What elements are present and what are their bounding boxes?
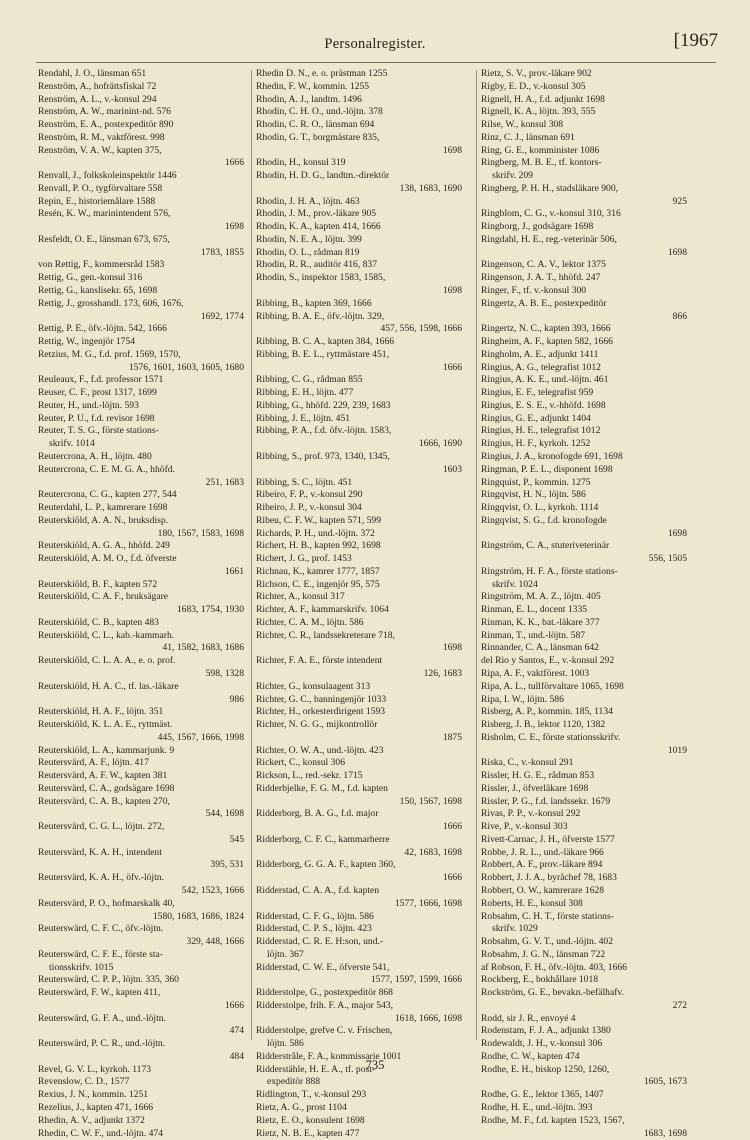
register-entry-line: Rettig, G., gen.-konsul 316 [38,272,143,284]
register-entry-line: Richter, F. A. E., förste intendent [256,655,383,667]
register-entry-line: löjtn. 367 [267,948,304,960]
register-entry-line: Resén, K. W., marinintendent 576, [38,208,171,220]
register-entry-line: Rietz, E. O., konsulent 1698 [256,1114,365,1126]
register-entry-line: Rinz, C. J., länsman 691 [481,131,575,143]
register-entry-line: Rinman, E. L., docent 1335 [481,604,588,616]
register-entry-line: Rodewaldt, J. H., v.-konsul 306 [481,1038,603,1050]
register-entry-line: 866 [672,310,687,322]
register-entry-line: 1605, 1673 [643,1076,687,1088]
register-entry-line: Richter, G. C., banningenjör 1033 [256,693,387,705]
register-entry-line: Reuterskiöld, L. A., kammarjunk. 9 [38,744,175,756]
register-entry-line: 545 [229,833,244,845]
register-entry-line: 272 [672,999,687,1011]
register-entry-line: 329, 448, 1666 [186,936,244,948]
register-entry-line: löjtn. 586 [267,1038,304,1050]
register-entry-line: Rive, P., v.-konsul 303 [481,821,568,833]
register-entry-line: Rettig, P. E., öfv.-löjtn. 542, 1666 [38,323,167,335]
register-entry-line: 1618, 1666, 1698 [394,1012,462,1024]
register-entry-line: Ringdahl, H. E., reg.-veterinär 506, [481,233,617,245]
register-entry-line: Ridderstad, C. A. A., f.d. kapten [256,885,380,896]
register-entry-line: Ringberg, M. B. E., tf. kontors- [481,157,602,169]
register-entry-line: Ridderstad, C. F. G., löjtn. 586 [256,910,374,922]
register-entry-line: Rhodin, A. J., landtm. 1496 [256,93,362,105]
register-entry-line: Renström, A. L., v.-konsul 294 [38,93,157,105]
register-entry-line: Rhodin, C. R. O., länsman 694 [256,119,375,131]
register-entry-line: 251, 1683 [205,476,244,488]
register-entry-line: 138, 1683, 1690 [399,182,462,194]
register-entry-line: Rinman, T., und.-löjtn. 587 [481,629,586,641]
register-entry-line: Reuterskiöld, A. G. A., hhöfd. 249 [38,540,170,552]
register-entry-line: Ringertz, A. B. E., postexpeditör [481,297,607,309]
register-entry-line: Reutersvärd, P. O., hofmarskalk 40, [38,897,175,909]
register-entry-line: Rockberg, E., bokhållare 1018 [481,974,599,986]
register-entry-line: Ribeu, C. F. W., kapten 571, 599 [256,514,382,526]
register-entry-line: Ridderstad, C. W. E., öfverste 541, [256,961,390,973]
register-entry-line: Ringius, H. E., telegrafist 1012 [481,425,601,437]
register-entry-line: Ring, G. E., komminister 1086 [481,144,600,156]
register-entry-line: 1603 [442,463,462,475]
register-entry-line: Renvall, J., folkskoleinspektör 1446 [38,170,177,182]
register-entry-line: Renström, A. W., marinint-nd. 576 [38,106,171,118]
register-entry-line: 598, 1328 [205,667,244,679]
register-entry-line: Rhedin, A. V., adjunkt 1372 [38,1114,145,1126]
register-entry-line: Reuterskiöld, H. A. F., löjtn. 351 [38,706,164,718]
register-entry-line: Reutersvärd, C. A. B., kapten 270, [38,795,170,807]
register-entry-line: Ridderborg, C. F. C., kammarherre [256,833,390,845]
register-entry-line: 556, 1505 [648,553,687,565]
register-entry-line: 1577, 1597, 1599, 1666 [370,974,462,986]
register-entry-line: 1666 [442,821,462,833]
register-entry-line: Ribbing, S., prof. 973, 1340, 1345, [256,450,390,462]
register-entry-line: Rhodin, C. H. O., und.-löjtn. 378 [256,106,383,118]
register-entry-line: af Robson, F. H., öfv.-löjtn. 403, 1666 [481,961,627,973]
register-entry-line: Ripa, I. W., löjtn. 586 [481,693,564,705]
register-entry-line: Rietz, N. B. E., kapten 477 [256,1127,360,1139]
register-entry-line: 1698 [442,642,462,654]
register-entry-line: Robbert, O. W., kamrerare 1628 [481,885,605,896]
register-entry-line: Richter, A., konsul 317 [256,591,345,603]
register-entry-line: Reutersvärd, C. A., godsägare 1698 [38,782,175,794]
register-entry-line: 445, 1567, 1666, 1998 [157,731,244,743]
register-entry-line: 1577, 1666, 1698 [394,897,462,909]
register-entry-line: Rettig, J., grosshandl. 173, 606, 1676, [38,297,184,309]
register-entry-line: Rhodin, J. M., prov.-läkare 905 [256,208,377,220]
register-entry-line: Rhodin, H., konsul 319 [256,157,346,169]
page-title: Personalregister. [324,36,426,52]
register-entry-line: Rivett-Carnac, J. H., öfverste 1577 [481,833,615,845]
register-entry-line: Reuterskiöld, B. F., kapten 572 [38,578,158,590]
register-entry-line: Rettig, G., kanslisekr. 65, 1698 [38,285,158,297]
register-entry-line: Rodhe, H. E., und.-löjtn. 393 [481,1102,593,1114]
register-entry-line: Reuterswärd, C. P. P., löjtn. 335, 360 [38,974,179,986]
register-entry-line: Ribbing, S. C., löjtn. 451 [256,476,353,488]
register-entry-line: 1698 [667,246,687,258]
register-entry-line: Rhedin, C. W. F., und.-löjtn. 474 [38,1127,164,1139]
register-entry-line: Ridderstolpe, G., postexpeditör 868 [256,987,393,999]
register-entry-line: Repin, E., historiemålare 1588 [38,195,156,207]
register-entry-line: 1683, 1698 [643,1127,687,1139]
register-entry-line: Ridderborg, B. A. G., f.d. major [256,808,379,820]
register-entry-line: Renström, V. A. W., kapten 375, [38,144,162,156]
register-entry-line: 395, 531 [210,859,244,871]
register-entry-line: Ribbing, B., kapten 369, 1666 [256,297,372,309]
register-entry-line: Robbert, A. F., prov.-läkare 894 [481,859,603,871]
register-column-2 [256,68,462,1140]
register-entry-line: Robbe, J. R. L., und.-läkare 966 [481,846,604,858]
register-entry-line: Ringenson, J. A. T., hhöfd. 247 [481,272,601,284]
register-entry-line: Rinnander, C. A., länsman 642 [481,642,599,654]
register-entry-line: Ribbing, G., hhöfd. 229, 239, 1683 [256,399,391,411]
register-entry-line: 126, 1683 [423,667,462,679]
register-entry-line: 1666 [442,361,462,373]
register-entry-line: Ringström, M. A. Z., löjtn. 405 [481,591,601,603]
register-entry-line: Robsahm, C. H. T., förste stations- [481,910,614,922]
register-entry-line: Richert, H. B., kapten 992, 1698 [256,540,381,552]
register-entry-line: Rodhe, M. F., f.d. kapten 1523, 1567, [481,1114,625,1126]
register-entry-line: Reuterskiöld, H. A. C., tf. las.-läkare [38,680,179,692]
register-entry-line: Reuterskiöld, C. B., kapten 483 [38,616,159,628]
register-column-3 [481,68,687,1140]
register-entry-line: Reuleaux, F., f.d. professor 1571 [38,374,164,386]
register-entry-line: Reuter, P. U., f.d. revisor 1698 [38,412,155,424]
register-entry-line: Ringer, F., tf. v.-konsul 300 [481,285,587,297]
register-entry-line: Reutersvärd, K. A. H., intendent [38,846,162,858]
register-entry-line: 41, 1582, 1683, 1686 [162,642,244,654]
register-entry-line: 1666 [224,157,244,169]
register-entry-line: 457, 556, 1598, 1666 [380,323,462,335]
register-entry-line: skrifv. 1029 [492,923,538,935]
register-entry-line: Rignell, K. A., löjtn. 393, 555 [481,106,596,118]
register-entry-line: Ringius, E. S. E., v.-hhöfd. 1698 [481,399,606,411]
register-entry-line: Rissler, H. G. E., rådman 853 [481,770,595,782]
page-ref: [1967 [673,30,718,51]
register-entry-line: Reuterskiöld, C. A. F., bruksägare [38,591,169,603]
register-entry-line: Rodenstam, F. J. A., adjunkt 1380 [481,1025,611,1037]
page-header [0,30,750,60]
register-entry-line: Reuter, T. S. G., förste stations- [38,425,159,437]
register-entry-line: 484 [229,1050,244,1062]
register-entry-line: Rendahl, J. O., länsman 651 [38,68,147,79]
register-entry-line: 1692, 1774 [200,310,244,322]
register-entry-line: Retzius, M. G., f.d. prof. 1569, 1570, [38,348,181,360]
register-entry-line: 474 [229,1025,244,1037]
register-entry-line: Reuterswärd, C. F. E., förste sta- [38,948,163,960]
register-entry-line: del Rio y Santos, E., v.-konsul 292 [481,655,615,667]
register-entry-line: Reuterskiöld, A. A. N., bruksdisp. [38,514,169,526]
register-entry-line: Richter, A. F., kammarskrifv. 1064 [256,604,389,616]
register-entry-line: Ringholm, A. E., adjunkt 1411 [481,348,599,360]
register-entry-line: Ringblom, C. G., v.-konsul 310, 316 [481,208,621,220]
register-entry-line: Ridderbjelke, F. G. M., f.d. kapten [256,782,388,794]
register-entry-line: Ridderstähle, H. E. A., tf. post- [256,1063,376,1075]
register-entry-line: Ridderstråle, F. A., kommissarie 1001 [256,1050,402,1062]
register-entry-line: 1666 [224,999,244,1011]
register-entry-line: Reuter, H., und.-löjtn. 593 [38,399,139,411]
register-entry-line: Reuterskiöld, C. L., kab.-kammarh. [38,629,175,641]
register-entry-line: Roberts, H. E., konsul 308 [481,897,583,909]
register-entry-line: Rhodin, N. E. A., löjtn. 399 [256,233,362,245]
register-entry-line: Reuterskiöld, K. L. A. E., ryttmäst. [38,719,173,731]
register-column-1 [38,68,244,1140]
register-entry-line: Rhodin, S., inspektor 1583, 1585, [256,272,386,284]
register-entry-line: Ripa, A. L., tullförvaltare 1065, 1698 [481,680,624,692]
register-entry-line: Reuterswärd, P. C. R., und.-löjtn. [38,1038,166,1050]
register-entry-line: Ringqvist, S. G., f.d. kronofogde [481,514,607,526]
register-entry-line: 542, 1523, 1666 [181,885,244,896]
page-number: 735 [365,1058,385,1072]
register-entry-line: 925 [672,195,687,207]
register-entry-line: Rhodin, K. A., kapten 414, 1666 [256,221,381,233]
register-entry-line: Renström, E. A., postexpeditör 890 [38,119,174,131]
register-entry-line: Rhodin, J. H. A., löjtn. 463 [256,195,360,207]
register-entry-line: Rilse, W., konsul 308 [481,119,564,131]
register-entry-line: Reuterskiöld, A. M. O., f.d. öfverste [38,553,177,565]
register-entry-line: Rickert, C., konsul 306 [256,757,346,769]
register-entry-line: Ridlington, T., v.-konsul 293 [256,1089,367,1101]
register-entry-line: 1666, 1690 [418,438,462,450]
register-entry-line: Rettig, W., ingenjör 1754 [38,336,136,348]
register-entry-line: Rhodin, G. T., borgmästare 835, [256,131,380,143]
register-entry-line: Ringman, P. E. L., disponent 1698 [481,463,613,475]
register-entry-line: Richnau, K., kamrer 1777, 1857 [256,565,380,577]
register-entry-line: Robsahm, G. V. T., und.-löjtn. 402 [481,936,614,948]
register-entry-line: Reutersvärd, C. G. L., löjtn. 272, [38,821,165,833]
register-entry-line: 1783, 1855 [200,246,244,258]
register-entry-line: Richter, G., konsulaagent 313 [256,680,371,692]
register-entry-line: skrifv. 1024 [492,578,538,590]
register-entry-line: Rodhe, E. H., biskop 1250, 1260, [481,1063,610,1075]
register-entry-line: Ribbing, J. E., löjtn. 451 [256,412,351,424]
register-entry-line: 1698 [667,527,687,539]
register-entry-line: Reuterdahl, L. P., kamrerare 1698 [38,502,168,514]
register-entry-line: Reuterswärd, C. F. C., öfv.-löjtn. [38,923,164,935]
register-entry-line: Rietz, S. V., prov.-läkare 902 [481,68,592,79]
register-entry-line: 150, 1567, 1698 [399,795,462,807]
register-entry-line: Rodd, sir J. R., envoyé 4 [481,1012,576,1024]
register-entry-line: Ringenson, C. A. V., lektor 1375 [481,259,606,271]
register-entry-line: Rivas, P. P., v.-konsul 292 [481,808,581,820]
register-entry-line: Reutersvärd, A. F., löjtn. 417 [38,757,149,769]
register-entry-line: Renström, R. M., vaktförest. 998 [38,131,165,143]
register-entry-line: Ribbing, P. A., f.d. öfv.-löjtn. 1583, [256,425,392,437]
register-entry-line: 1580, 1683, 1686, 1824 [152,910,244,922]
register-entry-line: 1698 [442,144,462,156]
register-entry-line: Ringström, H. F. A., förste stations- [481,565,618,577]
register-entry-line: 1019 [667,744,687,756]
register-entry-line: Reuterswärd, G. F. A., und.-löjtn. [38,1012,166,1024]
register-entry-line: expeditör 888 [267,1076,321,1088]
register-entry-line: Rissler, J., öfverläkare 1698 [481,782,589,794]
register-entry-line: Resfeldt, O. E., länsman 673, 675, [38,233,170,245]
register-entry-line: Richards, P. H., und.-löjtn. 372 [256,527,375,539]
register-entry-line: Reuterswärd, F. W., kapten 411, [38,987,161,999]
register-entry-line: Ribbing, C. G., rådman 855 [256,374,363,386]
column-divider [251,70,252,1040]
register-entry-line: Ringertz, N. C., kapten 393, 1666 [481,323,611,335]
register-entry-line: Ringborg, J., godsägare 1698 [481,221,594,233]
register-entry-line: Ringquist, P., kommin. 1275 [481,476,591,488]
register-entry-line: Rhedin, F. W., kommin. 1255 [256,80,370,92]
register-entry-line: Ribbing, B. E. L., ryttmästare 451, [256,348,389,360]
register-entry-line: Ribeiro, F. P., v.-konsul 290 [256,489,363,501]
register-entry-line: Rezelius, J., kapten 471, 1666 [38,1102,154,1114]
register-entry-line: Richert, J. G., prof. 1453 [256,553,352,565]
register-entry-line: 1698 [442,285,462,297]
register-entry-line: Ripa, A. F., vaktförest. 1003 [481,667,590,679]
register-entry-line: Ringius, H. F., kyrkoh. 1252 [481,438,591,450]
register-entry-line: Reutercrona, C. E. M. G. A., hhöfd. [38,463,175,475]
register-entry-line: 1661 [224,565,244,577]
register-entry-line: Richter, O. W. A., und.-löjtn. 423 [256,744,384,756]
register-entry-line: Reutersvärd, A. F. W., kapten 381 [38,770,168,782]
register-entry-line: skrifv. 209 [492,170,533,182]
register-entry-line: Rhodin, O. L., rådman 819 [256,246,360,258]
register-entry-line: Ringius, A. K. E., und.-löjtn. 461 [481,374,609,386]
register-entry-line: Ridderstad, C. P. S., löjtn. 423 [256,923,372,935]
register-entry-line: Richter, C. A. M., löjtn. 586 [256,616,364,628]
register-entry-line: 1698 [224,221,244,233]
register-entry-line: Risberg, A. P., kommin. 185, 1134 [481,706,613,718]
register-entry-line: Rignell, H. A., f.d. adjunkt 1698 [481,93,605,105]
register-entry-line: Rhodin, H. D. G., landtm.-direktör [256,170,390,182]
register-entry-line: Rockström, G. E., bevakn.-befälhafv. [481,987,624,999]
register-entry-line: 544, 1698 [205,808,244,820]
register-entry-line: 1666 [442,872,462,884]
register-entry-line: Rinman, K. K., bat.-läkare 377 [481,616,600,628]
register-entry-line: Ribbing, B. C. A., kapten 384, 1666 [256,336,395,348]
register-entry-line: Richson, C. E., ingenjör 95, 575 [256,578,380,590]
register-entry-line: Rexius, J. N., kommin. 1251 [38,1089,149,1101]
register-entry-line: Rigby, E. D., v.-konsul 305 [481,80,586,92]
register-entry-line: Rissler, P. G., f.d. landssekr. 1679 [481,795,611,807]
register-entry-line: Renvall, P. O., tygförvaltare 558 [38,182,163,194]
register-entry-line: Ringström, C. A., stuteriveterinär [481,540,610,552]
register-entry-line: Ridderstolpe, frih. F. A., major 543, [256,999,393,1011]
register-entry-line: Reuser, C. F., prost 1317, 1699 [38,387,157,399]
register-entry-line: von Rettig, F., kommersråd 1583 [38,259,165,271]
register-entry-line: Ringheim, A. F., kapten 582, 1666 [481,336,613,348]
register-entry-line: Riska, C., v.-konsul 291 [481,757,574,769]
register-entry-line: Robbert, J. J. A., byråchef 78, 1683 [481,872,617,884]
register-entry-line: Ringqvist, H. N., löjtn. 586 [481,489,586,501]
register-entry-line: Reutersvärd, K. A. H., öfv.-löjtn. [38,872,164,884]
register-entry-line: Rhodin, R. R., auditör 416, 837 [256,259,377,271]
register-entry-line: Ringqvist, O. L., kyrkoh. 1114 [481,502,599,514]
register-entry-line: 1683, 1754, 1930 [176,604,244,616]
register-entry-line: Rietz, A. G., prost 1104 [256,1102,347,1114]
register-entry-line: Ringius, E. F., telegrafist 959 [481,387,594,399]
register-entry-line: Risberg, J. B., lektor 1120, 1382 [481,719,606,731]
register-entry-line: Rickson, L., red.-sekr. 1715 [256,770,363,782]
register-entry-line: Ribbing, B. A. E., öfv.-löjtn. 329, [256,310,385,322]
register-entry-line: tionsskrifv. 1015 [49,961,114,973]
register-entry-line: Richter, N. G. G., mijkontrollör [256,719,378,731]
register-entry-line: 42, 1683, 1698 [404,846,462,858]
register-entry-line: Rhedin D. N., e. o. prästman 1255 [256,68,388,79]
register-entry-line: Ringberg, P. H. H., stadsläkare 900, [481,182,619,194]
register-entry-line: Reuterskiöld, C. L. A. A., e. o. prof. [38,655,176,667]
register-entry-line: 986 [229,693,244,705]
register-entry-line: Robsahm, J. G. N., länsman 722 [481,948,606,960]
register-entry-line: Revel, G. V. L., kyrkoh. 1173 [38,1063,152,1075]
register-entry-line: Revenslow, C. D., 1577 [38,1076,130,1088]
column-divider [476,70,477,1040]
register-entry-line: skrifv. 1014 [49,438,95,450]
register-entry-line: Ringius, G. E., adjunkt 1404 [481,412,591,424]
register-entry-line: Ridderstad, C. R. E. H:son, und.- [256,936,384,948]
register-entry-line: Ribbing, E. H., löjtn. 477 [256,387,354,399]
register-entry-line: Ringius, A. G., telegrafist 1012 [481,361,601,373]
register-entry-line: Rodhe, C. W., kapten 474 [481,1050,580,1062]
register-entry-line: 1576, 1601, 1603, 1605, 1680 [128,361,244,373]
register-entry-line: Ridderborg, G. G. A. F., kapten 360, [256,859,396,871]
register-entry-line: Renström, A., hofrättsfiskal 72 [38,80,157,92]
register-entry-line: 180, 1567, 1583, 1698 [157,527,244,539]
register-entry-line: Ribeiro, J. P., v.-konsul 304 [256,502,362,514]
register-entry-line: Reutercrona, A. H., löjtn. 480 [38,450,152,462]
register-entry-line: Richter, C. R., landssekreterare 718, [256,629,395,641]
register-entry-line: Richter, H., orkesterdirigent 1593 [256,706,386,718]
register-entry-line: Ridderstolpe, grefve C. v. Frischen, [256,1025,393,1037]
register-entry-line: Ringius, J. A., kronofogde 691, 1698 [481,450,623,462]
header-rule [36,62,716,63]
register-entry-line: Reutercrona, C. G., kapten 277, 544 [38,489,177,501]
register-entry-line: Risholm, C. E., förste stationsskrifv. [481,731,621,743]
register-entry-line: 1875 [442,731,462,743]
register-entry-line: Rodhe, G. E., lektor 1365, 1407 [481,1089,604,1101]
